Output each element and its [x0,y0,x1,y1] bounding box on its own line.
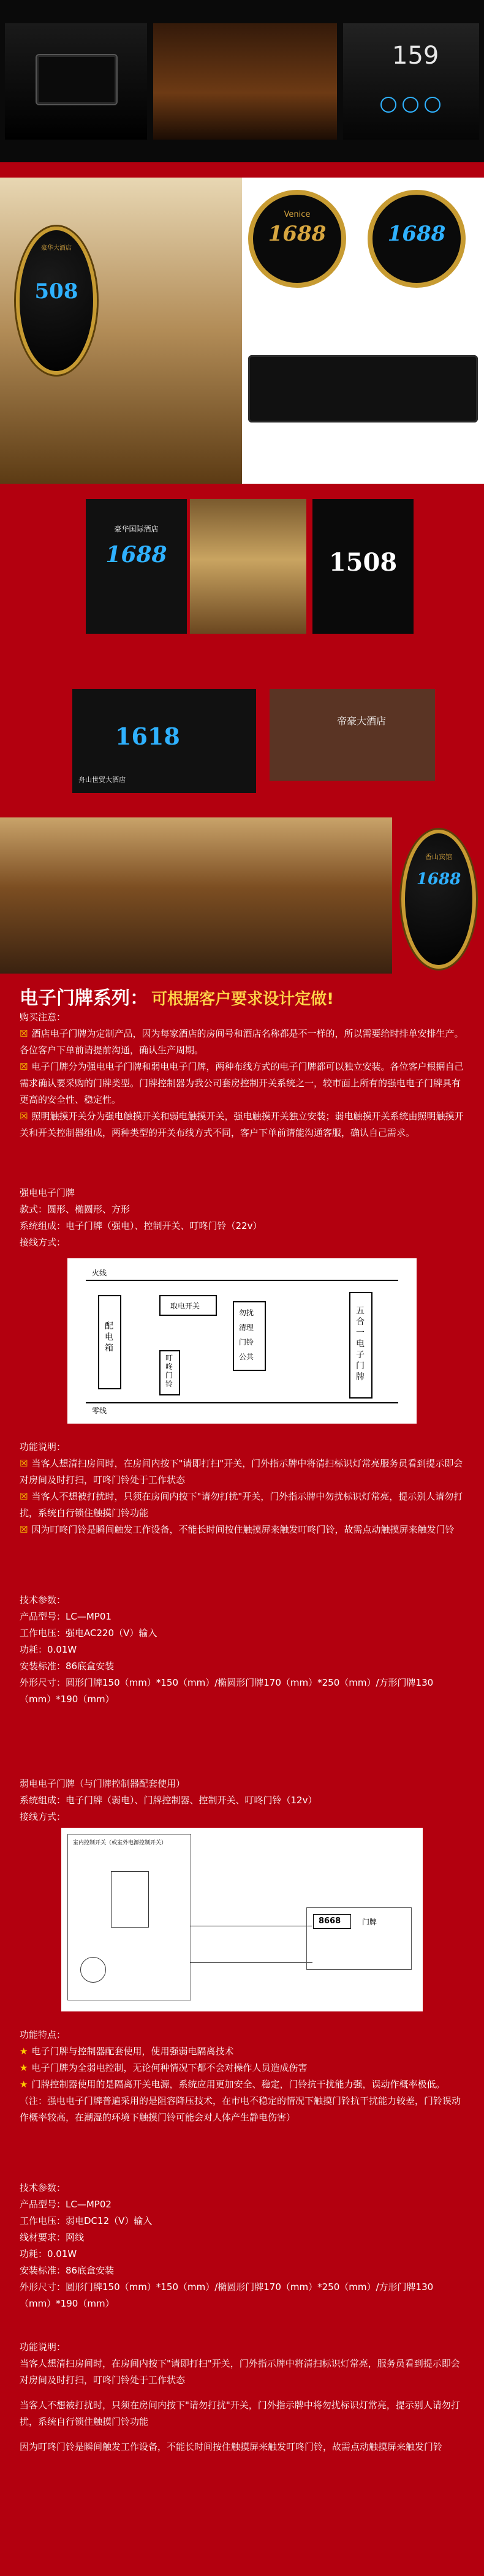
panel-vertical-1618 [72,689,256,793]
function-item: 当客人想清扫房间时，在房间内按下"请即打扫"开关，门外指示牌中将清扫标识灯常亮，服务员看到提示即会对房间及时打扫，叮咚门铃处于工作状态 [20,2358,460,2386]
strong-params [20,1592,464,1708]
distribution-box: 配电箱 [98,1295,121,1389]
strong-style: 款式：圆形、椭圆形、方形 [20,1204,130,1215]
oval-brand: 豪华大酒店 [41,245,72,252]
weak-door-plate: 8668 门牌 [306,1907,412,1970]
strong-title: 强电电子门牌 [20,1187,75,1198]
strong-wiring-diagram [67,1258,417,1424]
function-item: ☒ 当客人不想被打扰时，只须在房间内按下"请勿打扰"开关，门外指示牌中勿扰标识灯常亮，提示别人请勿打扰，系统自行锁住触摸门铃功能 [20,1491,463,1519]
feature-item: ★ 电子门牌与控制器配套使用，使用强弱电隔离技术 [20,2046,234,2057]
function-title: 功能说明： [20,1441,66,1452]
panel-number: 159 [392,42,439,70]
feature-item: ★ 电子门牌为全弱电控制，无论何种情况下都不会对操作人员造成伤害 [20,2062,308,2073]
panel-icons [368,97,453,113]
product-banner-third [0,493,484,814]
params-title: 技术参数： [20,2182,66,2193]
product-banner-top [0,0,484,162]
black-switch-photo [5,23,147,140]
notice-title: 购买注意： [20,1012,66,1023]
power-switch-box: 取电开关 [159,1295,217,1316]
heading-main: 电子门牌系列： [20,988,148,1009]
plate-number-box: 8668 [313,1914,351,1929]
panel-brand: 豪华国际酒店 [114,525,159,533]
panel-brand: 舟山世贸大酒店 [78,776,126,784]
clean-icon [425,97,441,113]
param: 安装标准：86底盒安装 [20,1661,115,1672]
oval-number: 508 [34,279,78,304]
function-item: 因为叮咚门铃是瞬间触发工作设备，不能长时间按住触摸屏来触发叮咚门铃，故需点动触摸屏来触发门铃 [20,2441,443,2452]
param: 工作电压：弱电DC12（V）输入 [20,2215,153,2226]
notice-item: ☒ 电子门牌分为强电电子门牌和弱电电子门牌，两种布线方式的电子门牌都可以独立安装。各位客户根据自己需求确认要采购的门牌类型。门牌控制器为我公司套房控制开关系统之一，较市面上所有的强电电子门牌具有更高的安全性、稳定性。 [20,1061,464,1105]
weak-wiring-label: 接线方式： [20,1811,66,1822]
star-icon: ★ [20,2062,28,2073]
star-icon: ★ [20,2046,28,2057]
product-banner-second [0,178,484,484]
function-item: ☒ 当客人想清扫房间时，在房间内按下"请即打扫"开关，门外指示牌中将清扫标识灯常亮服务员看到提示即会对房间及时打扫，叮咚门铃处于工作状态 [20,1458,463,1485]
panel-number: 1618 [115,723,180,750]
param: 外形尺寸：圆形门牌150（mm）*150（mm）/椭圆形门牌170（mm）*250（mm）/方形门牌130（mm）*190（mm） [20,2281,434,2309]
panel-red-star [86,499,187,634]
weak-features [20,2027,464,2126]
function-item: ☒ 因为叮咚门铃是瞬间触发工作设备，不能长时间按住触摸屏来触发叮咚门铃，故需点动触摸屏来触发门铃 [20,1524,455,1535]
param: 功耗：0.01W [20,2248,77,2259]
bullet-icon: ☒ [20,1061,28,1072]
feature-item: ★ 门牌控制器使用的是隔离开关电源，系统应用更加安全、稳定，门铃抗干扰能力强，误动作概率极低。 [20,2079,445,2090]
param: 产品型号：LC—MP01 [20,1611,112,1622]
lobby-photo [0,178,242,484]
weak-section [20,1776,464,1825]
product-banner-fourth [0,817,484,974]
switch-terminals: 勿扰 清理 门铃 公共 [233,1301,266,1371]
weak-title: 弱电电子门牌（与门牌控制器配套使用） [20,1778,186,1789]
weak-functions [20,2339,464,2455]
venice-number: 1688 [268,222,327,246]
function-title: 功能说明： [20,2341,66,2353]
bullet-icon: ☒ [20,1524,28,1535]
dnd-icon [403,97,418,113]
strong-wiring-label: 接线方式： [20,1237,66,1248]
notice-item: ☒ 照明触摸开关分为强电触摸开关和弱电触摸开关，强电触摸开关独立安装；弱电触摸开关系统由照明触摸开关和开关控制器组成，两种类型的开关布线方式不同，客户下单前请能沟通客服，确认自己需求。 [20,1111,464,1138]
star-icon: ★ [20,2079,28,2090]
panel-brown [270,689,435,781]
notice-item: ☒ 酒店电子门牌为定制产品，因为每家酒店的房间号和酒店名称都是不一样的，所以需要给时排单安排生产。各位客户下单前请提前沟通，确认生产周期。 [20,1028,464,1056]
bullet-icon: ☒ [20,1458,28,1469]
round-plate-venice [248,190,346,288]
oval-door-plate-508 [16,227,97,375]
bullet-icon: ☒ [20,1491,28,1502]
param: 安装标准：86底盒安装 [20,2265,115,2276]
suite-bedroom-photo [0,817,392,974]
weak-wiring-diagram [61,1828,423,2011]
corridor-photo [190,499,306,634]
venice-brand: Venice [284,210,311,219]
features-title: 功能特点： [20,2029,66,2040]
bell-icon [380,97,396,113]
param: 功耗：0.01W [20,1644,77,1655]
strong-system: 系统组成：电子门牌（强电）、控制开关、叮咚门铃（22v） [20,1220,262,1231]
wire-zero: 零线 [92,1406,107,1415]
round-plate-second [368,190,466,288]
weak-system: 系统组成：电子门牌（弱电）、门牌控制器、控制开关、叮咚门铃（12v） [20,1795,317,1806]
oval-brand: 香山宾馆 [425,853,452,861]
param: 外形尺寸：圆形门牌150（mm）*150（mm）/椭圆形门牌170（mm）*250（mm）/方形门牌130（mm）*190（mm） [20,1677,434,1705]
panel-number: 1688 [105,542,167,568]
function-item: 当客人不想被打扰时，只须在房间内按下"请勿打扰"开关，门外指示牌中将勿扰标识灯常亮，提示别人请勿打扰，系统自行锁住触摸门铃功能 [20,2400,460,2427]
wire-fire: 火线 [92,1269,107,1277]
door-plate-box: 五合一电子门牌 [349,1292,372,1399]
bullet-icon: ☒ [20,1028,28,1039]
strong-functions [20,1439,464,1538]
param: 产品型号：LC—MP02 [20,2199,112,2210]
wide-glass-switch [248,355,478,422]
param: 工作电压：强电AC220（V）输入 [20,1628,157,1639]
params-title: 技术参数： [20,1594,66,1605]
bullet-icon: ☒ [20,1111,28,1122]
param: 线材要求：网线 [20,2232,85,2243]
oval-number: 1688 [416,870,461,888]
heading-sub: 可根据客户要求设计定做! [151,990,334,1008]
purchase-notice [20,1009,464,1141]
hotel-bedroom-photo [153,23,337,140]
weak-params [20,2180,464,2312]
strong-section [20,1185,464,1251]
doorbell-box: 叮咚门铃 [159,1350,180,1395]
feature-note: （注：强电电子门牌普遍采用的是阻容降压技术，在市电不稳定的情况下触摸门铃抗干扰能力较差，门铃误动作概率较高，在潮湿的环境下触摸门铃可能会对人体产生静电伤害） [20,2095,461,2123]
panel-brand: 帝豪大酒店 [337,715,387,727]
second-number: 1688 [387,222,446,246]
panel-number: 1508 [328,548,398,577]
series-heading [20,983,464,1010]
controller-box: 室内控制开关（或室外电源控制开关） [67,1834,191,2000]
panel-1508 [312,499,414,634]
oval-door-plate-bottom [401,830,476,969]
glass-panel-159 [343,23,479,140]
